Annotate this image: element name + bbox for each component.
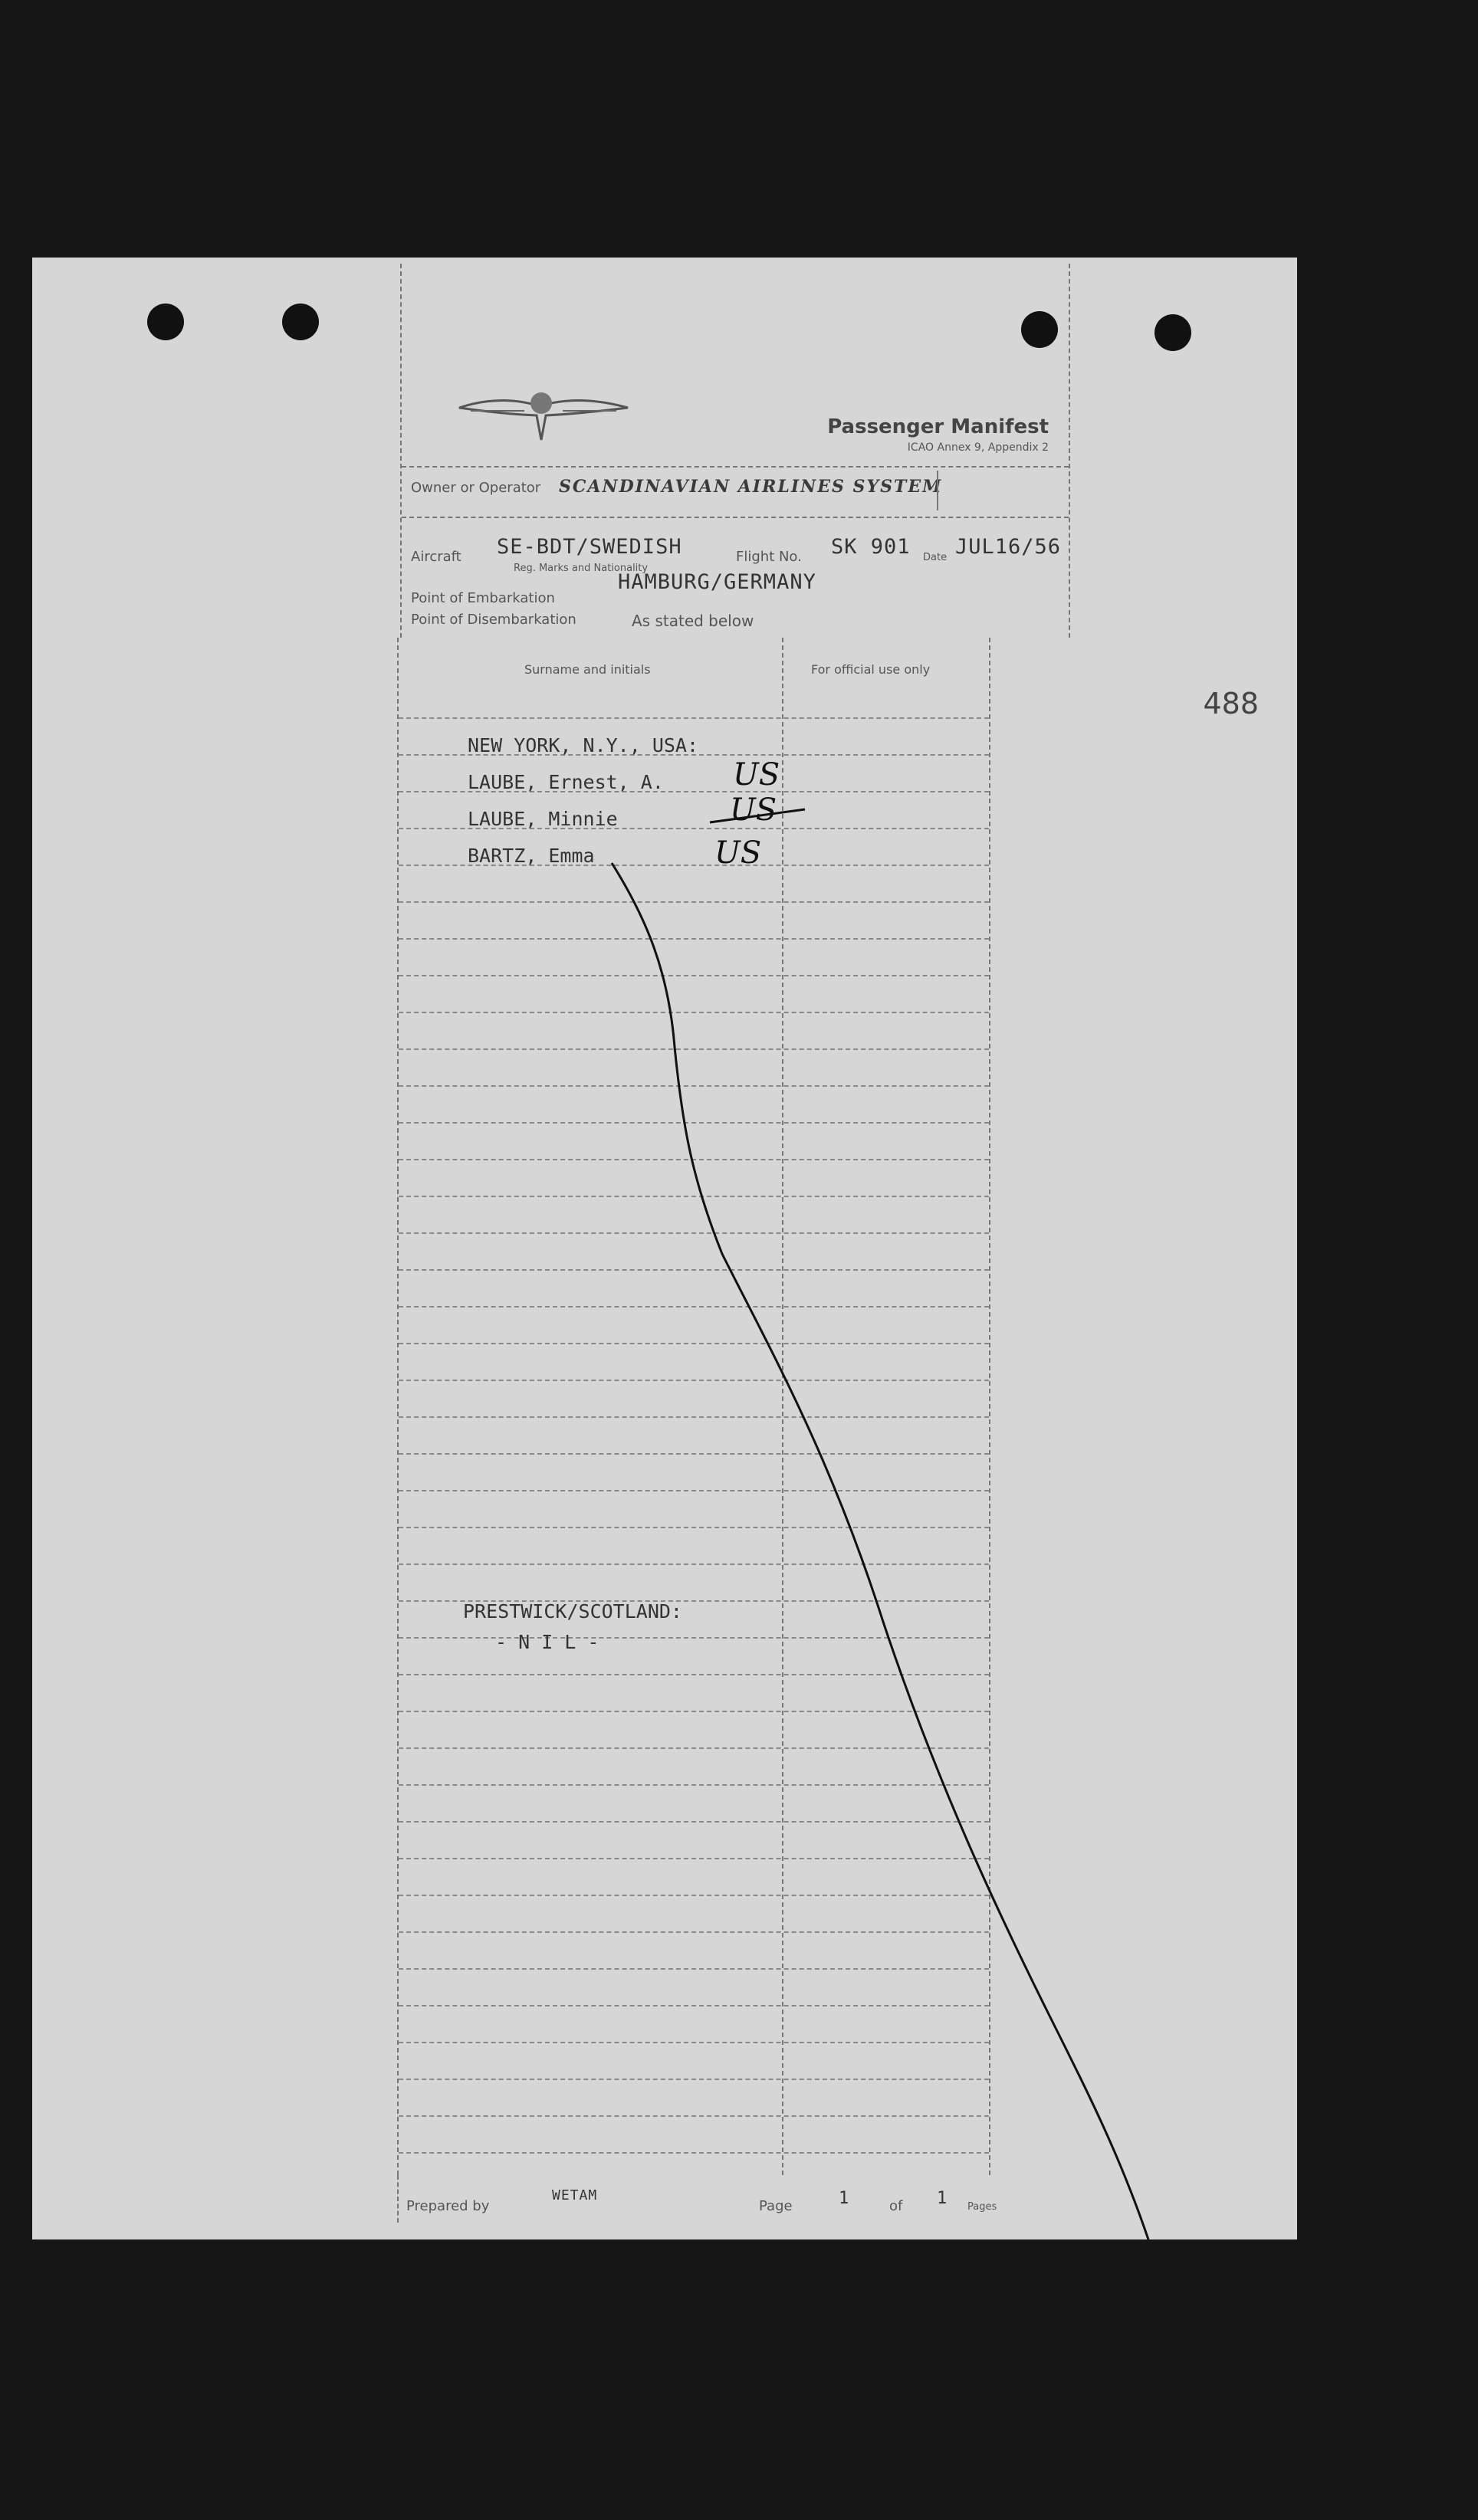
- manifest-title: Passenger Manifest: [827, 415, 1049, 438]
- page-value: 1: [839, 2189, 850, 2208]
- reg-marks-label: Reg. Marks and Nationality: [514, 563, 649, 574]
- embarkation-label: Point of Embarkation: [411, 590, 555, 606]
- operator-name: SCANDINAVIAN AIRLINES SYSTEM: [559, 477, 943, 497]
- of-value: 1: [937, 2189, 948, 2208]
- owner-label: Owner or Operator: [411, 480, 541, 496]
- handwritten-mark: US: [714, 835, 762, 871]
- handwritten-mark: US: [733, 757, 780, 792]
- disembarkation-value: As stated below: [632, 612, 754, 630]
- destination-heading: NEW YORK, N.Y., USA:: [468, 734, 699, 756]
- flight-number: SK 901: [831, 535, 911, 559]
- passenger-name: BARTZ, Emma: [468, 845, 595, 867]
- flight-date: JUL16/56: [955, 535, 1062, 559]
- passenger-name: LAUBE, Minnie: [468, 808, 618, 830]
- manifest-paper: [32, 258, 1297, 2239]
- of-label: of: [889, 2198, 903, 2214]
- page-label: Page: [759, 2198, 793, 2214]
- page-number: 488: [1203, 687, 1259, 720]
- column-header-surname: Surname and initials: [524, 662, 651, 677]
- prepared-by-label: Prepared by: [406, 2198, 490, 2214]
- pages-label: Pages: [967, 2201, 997, 2213]
- column-header-official: For official use only: [811, 662, 931, 677]
- aircraft-value: SE-BDT/SWEDISH: [497, 535, 682, 559]
- passenger-name: LAUBE, Ernest, A.: [468, 771, 664, 793]
- manifest-subtitle: ICAO Annex 9, Appendix 2: [907, 441, 1049, 454]
- nil-entry: - N I L -: [495, 1631, 599, 1653]
- disembarkation-label: Point of Disembarkation: [411, 612, 576, 628]
- embarkation-value: HAMBURG/GERMANY: [618, 570, 816, 594]
- prepared-by-value: WETAM: [552, 2187, 598, 2203]
- pen-stroke-line: [32, 258, 1297, 2239]
- date-label: Date: [923, 552, 948, 563]
- flight-label: Flight No.: [736, 549, 802, 565]
- aircraft-label: Aircraft: [411, 549, 461, 565]
- handwritten-mark: US: [730, 792, 777, 828]
- destination-heading: PRESTWICK/SCOTLAND:: [463, 1600, 682, 1623]
